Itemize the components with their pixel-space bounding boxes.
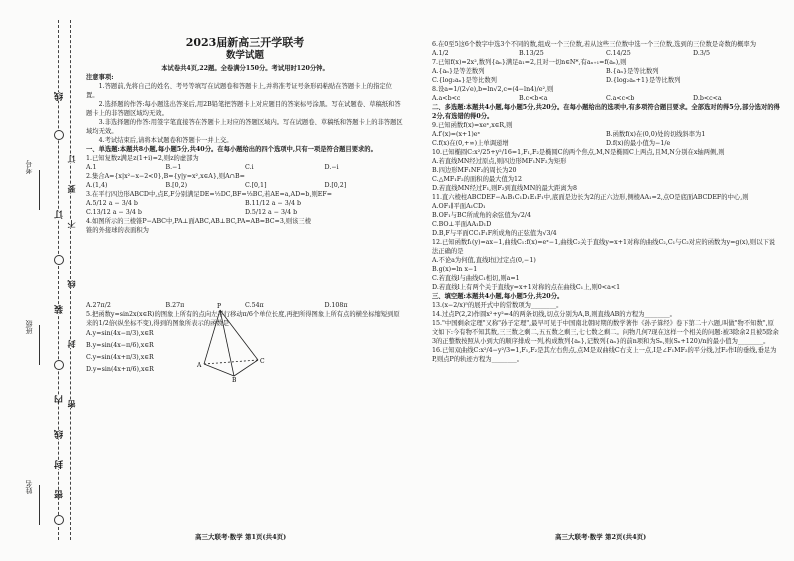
question-1-options [86,163,404,172]
left-footer: 高三大联考·数学 第1页(共4页) [195,533,287,541]
question-10: 10.已知椭圆C:x²/25+y²/16=1,F₁,F₂是椭圆C的两个焦点,M,N是椭圆C上两点,且M,N分别在x轴两侧,则 [432,149,725,156]
exam-subtitle: 数学试题 [225,50,264,61]
q4-option-d: D.108π [324,302,348,309]
binding-hole-1 [54,130,64,140]
notice-2: 2.选择题的作答:每小题选出答案后,用2B铅笔把答题卡上对应题目的答案标号涂黑。写在试题卷、草稿纸和答题卡上的非答题区域均无效。 [86,101,401,117]
label-c: C [260,358,265,365]
q6-option-b: B.13/25 [519,50,544,57]
q3-option-a: A.5/12 a − 3/4 b [86,200,138,207]
field-name-blank [39,485,40,525]
q3-option-d: D.5/12 a − 3/4 b [245,209,298,216]
q2-option-b: B.[0,2) [165,182,188,189]
bind-word-line-2: 线 [55,430,65,439]
q3-option-c: C.13/12 a − 3/4 b [86,209,142,216]
q2-option-c: C.[0,1] [245,182,267,189]
bind-label-1: 订 [66,155,76,163]
question-13: 13.(x−2/x)⁵的展开式中的常数项为________。 [432,302,563,309]
q7-option-c: C.{log₂aₙ}是等比数列 [432,77,497,84]
q8-option-b: B.c<b<a [519,95,548,102]
q8-option-d: D.b<c<a [693,95,722,102]
question-8-options [432,94,780,103]
binding-hole-2 [54,255,64,265]
exam-title: 2023届新高三开学联考 [185,36,305,49]
figure-spacer [86,235,404,301]
question-16: 16.已知双曲线C:x²/4−y²/3=1,F₁,F₂是其左右焦点,点M是双曲线C右支上一点,I是∠F₁MF₂的平分线,过F₂作I的垂线,垂足为P,则点P的轨迹方程为________。 [432,347,777,363]
q3-option-b: B.11/12 a − 3/4 b [245,200,301,207]
question-9: 9.已知函数f(x)=xeˣ,x∈R,则 [432,122,513,129]
section-2-heading: 二、多选题:本题共4小题,每小题5分,共20分。在每小题给出的选项中,有多项符合题目要求。全部选对的得5分,部分选对的得2分,有选错的得0分。 [432,104,780,120]
field-exam-number: 考号 [25,160,33,174]
q11-option-d: D.B,F与平面CC₁F₁F所成角的正弦值为√3/4 [432,230,557,237]
q12-option-b: B.g(x)=ln x−1 [432,266,478,273]
q1-option-c: C.i [245,164,254,171]
notice-3: 3.非选择题的作答:用签字笔直接答在答题卡上对应的答题区域内。写在试题卷、草稿纸和答题卡上的非答题区域均无效。 [86,119,403,135]
question-6-options [432,49,780,58]
q5-option-b: B.y=sin(4x−π/6),x∈R [86,342,154,349]
question-12: 12.已知函数f₁(y)=ax−1,曲线C₁:f(x)=eˣ−1,曲线C₂关于直线y=x+1对称的曲线C₂,C₁与C₂对应的函数为y=g(x),则以下说法正确的是 [432,239,776,255]
label-a: A [197,362,202,369]
q7-option-d: D.{log₂aₙ+1}是等比数列 [606,77,681,84]
q6-option-c: C.14/25 [606,50,631,57]
q12-option-a: A.不论a为何值,直线l恒过定点(0,−1) [432,257,536,264]
question-8: 8.设a=1/(2√e),b=ln√2,c=(4−ln4)/e²,则 [432,86,554,93]
q5-option-a: A.y=sin(4x−π/3),x∈R [86,330,154,337]
bind-word-inside: 内 [55,395,65,404]
field-class: 班级 [25,320,33,334]
bind-word-seal: 封 [55,460,65,469]
q5-option-c: C.y=sin(4x+π/3),x∈R [86,354,154,361]
question-14: 14.过点P(2,2)作圆x²+y²=4的两条切线,切点分别为A,B,则直线AB的方程为________。 [432,311,676,318]
bind-word-secret: 密 [55,490,65,499]
q11-option-b: B.OF₁与BC所成角的余弦值为√2/4 [432,212,532,219]
q6-option-a: A.1/2 [432,50,449,57]
right-footer: 高三大联考·数学 第2页(共4页) [555,533,647,541]
bind-word-order: 订 [55,210,65,219]
question-3: 3.在平行四边形ABCD中,点E,F分别满足DE=½DC,BF=⅓BC,若AE=a,AD=b,则EF= [86,191,332,198]
q1-option-a: A.1 [86,164,97,171]
question-6: 6.在0至5这6个数字中选3个不同的数,组成一个三位数,若从这些三位数中选一个三位数,选到的三位数是奇数的概率为 [432,41,756,48]
q6-option-d: D.3/5 [693,50,710,57]
binding-hole-3 [54,360,64,370]
q8-option-a: A.a<b<c [432,95,461,102]
question-7-options [432,67,780,85]
edge-pa [204,310,220,364]
q11-option-a: A.OF₁∥平面A₁CD₁ [432,203,486,210]
question-2-options [86,181,404,190]
field-exam-number-blank [39,170,40,210]
q12-option-d: D.若直线l上有两个关于直线y=x+1对称的点在曲线C₁上,则0<a<1 [432,284,621,291]
q9-option-b: B.函数f(x)在(0,0)处的切线斜率为1 [606,131,706,138]
question-11: 11.直六棱柱ABCDEF−A₁B₁C₁D₁E₁F₁中,底面是边长为2的正六边形,侧棱AA₁=2,点O是底面ABCDEF的中心,则 [432,194,749,201]
bind-word-pack: 装 [55,305,65,314]
section-3-heading: 三、填空题:本题共4小题,每小题5分,共20分。 [432,293,564,300]
question-10-options [432,157,780,193]
binding-strip [14,20,84,540]
q11-option-c: C.BO⊥平面AA₁D₁D [432,221,492,228]
question-2: 2.集合A={x|x²−x−2<0},B={y|y=x²,x∈A},则A∩B= [86,173,245,180]
bind-label-5: 封 [66,340,76,348]
q10-option-c: C.△MF₁F₂的面积的最大值为12 [432,176,523,183]
question-5: 5.把函数y=sin2x(x∈R)的图象上所有的点向左平行移动π/6个单位长度,再把所得图象上所有点的横坐标缩短到原来的1/2倍(纵坐标不变),得到的图象所表示的函数是 [86,311,400,327]
bind-label-6: 密 [66,400,76,408]
question-7: 7.已知f(x)=2x²,数列{aₙ}满足a₁=2,且对一切n∈N*,有aₙ₊₁=f(aₙ),则 [432,59,627,66]
edge-pb [220,310,234,376]
exam-intro: 本试卷共4页,22题。全卷满分150分。考试用时120分钟。 [161,65,329,72]
q7-option-b: B.{aₙ}是等比数列 [606,68,659,75]
binding-hole-4 [54,515,64,525]
question-3-options [86,199,404,217]
question-11-options [432,202,780,238]
label-p: P [217,303,222,310]
field-class-blank [39,325,40,365]
q10-option-a: A.若直线MN经过原点,则四边形MF₁NF₂为矩形 [432,158,567,165]
label-b: B [232,377,237,382]
question-15: 15."中国剩余定理"又称"孙子定理",最早可见于中国南北朝时期的数学著作《孙子算经》卷下第二十六题,叫做"物不知数",原文如下:今有物不知其数,三三数之剩二,五五数之剩三,七七数之剩二。问物几何?现在这样一个相关的问题:被3除余2且被5除余3的正整数按照从小到大的顺序排成一列,构成数列{aₙ},记数列{aₙ}的前n项和为Sₙ,则(Sₙ+120)/n的最小值为________。 [432,320,779,345]
right-page [432,40,780,364]
q10-option-b: B.四边形MF₁NF₂的周长为20 [432,167,517,174]
notice-1: 1.答题前,先将自己的姓名、考号等填写在试题卷和答题卡上,并将准考证号条形码粘贴在答题卡上的指定位置。 [86,83,392,99]
q9-option-c: C.f(x)在(0,+∞)上单调递增 [432,140,509,147]
q12-option-c: C.若直线l与曲线C₁相切,则a=1 [432,275,520,282]
q4-option-a: A.27π/2 [86,302,111,309]
bind-word-line-1: 线 [55,92,65,101]
section-1-heading: 一、单选题:本题共8小题,每小题5分,共40分。在每小题给出的四个选项中,只有一项是符合题目要求的。 [86,146,377,153]
q1-option-d: D.−i [324,164,339,171]
q9-option-a: A.f′(x)=(x+1)eˣ [432,131,481,138]
q9-option-d: D.f(x)的最小值为−1/e [606,140,671,147]
q10-option-d: D.若直线MN经过F₁,则F₂到直线MN的最大距离为8 [432,185,577,192]
edge-bc [234,360,258,376]
bind-label-3: 不 [66,220,76,228]
edge-ab [204,364,234,376]
question-4: 4.如图所示的三棱锥P−ABC中,PA⊥面ABC,AB⊥BC,PA=AB=BC=3,则该三棱锥的外接球的表面积为 [86,218,312,234]
bind-label-4: 线 [66,280,76,288]
q2-option-d: D.[0,2] [324,182,347,189]
question-1: 1.已知复数z满足z(1+i)=2,则z的虚部为 [86,155,199,162]
q7-option-a: A.{aₙ}是等差数列 [432,68,485,75]
q1-option-b: B.−1 [165,164,182,171]
q5-option-d: D.y=sin(4x+π/6),x∈R [86,366,154,373]
pyramid-figure [190,302,270,382]
question-9-options [432,130,780,148]
notice-4: 4.考试结束后,请将本试题卷和答题卡一并上交。 [98,137,233,144]
q8-option-c: C.a<c<b [606,95,635,102]
q4-option-b: B.27π [165,302,185,309]
field-name: 姓名 [25,480,33,494]
notice-heading: 注意事项: [86,74,114,81]
q4-option-c: C.54π [245,302,264,309]
question-12-options [432,256,780,292]
bind-label-2: 要 [66,185,76,193]
q2-option-a: A.(1,4) [86,182,108,189]
